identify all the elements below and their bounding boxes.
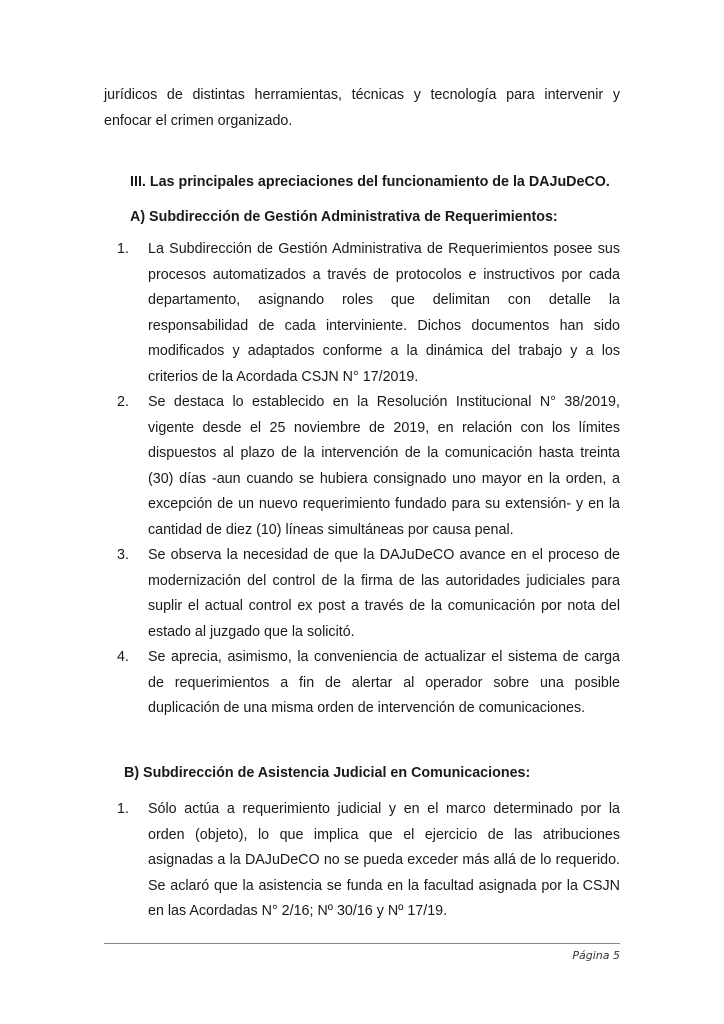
list-item-text: La Subdirección de Gestión Administrativa de Requerimientos posee sus procesos automatizados a través de protocolos e instructivos por cada departamento, asignando roles que delimitan con detalle la responsabilidad de cada interviniente. Dichos documentos han sido modificados y adaptados conforme a la dinámica del trabajo y a los criterios de la Acordada CSJN N° 17/2019. [148,241,620,385]
intro-paragraph: jurídicos de distintas herramientas, técnicas y tecnología para intervenir y enfocar el crimen organizado. [104,87,620,129]
subsection-b-list [117,797,620,925]
list-item-text: Se aprecia, asimismo, la conveniencia de actualizar el sistema de carga de requerimientos a fin de alertar al operador sobre una posible duplicación de una misma orden de intervención de comunicaciones. [148,649,620,716]
list-item-number: 2. [117,394,129,410]
list-item [117,797,620,925]
subsection-a-heading: A) Subdirección de Gestión Administrativa de Requerimientos: [130,209,558,225]
list-item [117,390,620,543]
section-3-heading: III. Las principales apreciaciones del funcionamiento de la DAJuDeCO. [130,174,610,190]
list-item-number: 1. [117,241,129,257]
list-item [117,237,620,390]
list-item-text: Se observa la necesidad de que la DAJuDeCO avance en el proceso de modernización del control de la firma de las autoridades judiciales para suplir el actual control ex post a través de la comunicación por nota del estado al juzgado que la solicitó. [148,547,620,640]
list-item [117,543,620,645]
footer-divider [104,943,620,944]
list-item-text: Se destaca lo establecido en la Resolución Institucional N° 38/2019, vigente desde el 25 noviembre de 2019, en relación con los límites dispuestos al plazo de la intervención de la comunicación hasta treinta (30) días -aun cuando se hubiera consignado uno mayor en la orden, a excepción de un nuevo requerimiento fundado para su extensión- y en la cantidad de diez (10) líneas simultáneas por causa penal. [148,394,620,538]
page-number: Página 5 [572,949,620,962]
subsection-b-heading: B) Subdirección de Asistencia Judicial en Comunicaciones: [124,765,531,781]
list-item-number: 3. [117,547,129,563]
list-item [117,645,620,722]
list-item-text: Sólo actúa a requerimiento judicial y en el marco determinado por la orden (objeto), lo que implica que el ejercicio de las atribuciones asignadas a la DAJuDeCO no se pueda exceder más allá de lo requerido. Se aclaró que la asistencia se funda en la facultad asignada por la CSJN en las Acordadas N° 2/16; Nº 30/16 y Nº 17/19. [148,801,620,919]
list-item-number: 1. [117,801,129,817]
subsection-a-list [117,237,620,722]
list-item-number: 4. [117,649,129,665]
